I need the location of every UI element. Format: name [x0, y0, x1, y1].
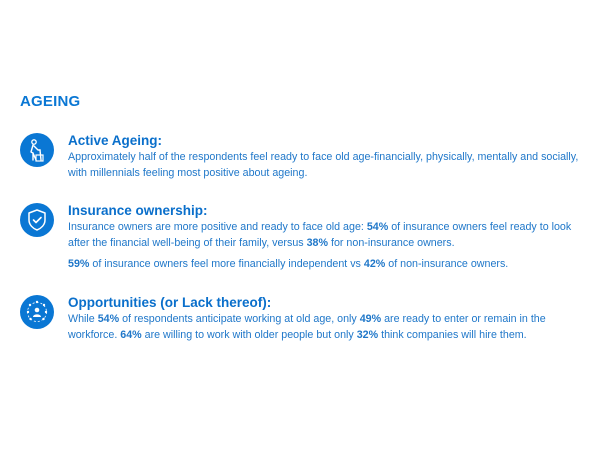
highlight-stat: 54%: [366, 221, 389, 233]
section-paragraphs: [68, 150, 586, 181]
text-run: Approximately half of the respondents feel ready to face old age-financially, physically, mentally and socially, with millennials feeling most positive about ageing.: [68, 151, 579, 179]
elderly-person-icon: [20, 133, 54, 167]
text-run: of insurance owners feel ready to look after the financial well-being of their family, versus: [68, 221, 572, 249]
section-heading: Active Ageing:: [68, 133, 163, 148]
text-run: are willing to work with older people but only: [141, 328, 357, 341]
section-paragraphs: [68, 220, 586, 273]
text-run: think companies will hire them.: [378, 328, 527, 341]
section-paragraph: [68, 150, 586, 181]
text-run: of insurance owners feel more financially independent vs: [89, 258, 364, 270]
section-paragraph: [68, 220, 586, 251]
section-content: [68, 133, 586, 181]
text-run: of respondents anticipate working at old age, only: [119, 313, 360, 325]
highlight-stat: 32%: [356, 328, 379, 341]
text-run: for non-insurance owners.: [328, 236, 455, 249]
section-content: [68, 295, 586, 343]
highlight-stat: 54%: [97, 313, 120, 325]
section-paragraph: [68, 312, 586, 343]
text-run: of non-insurance owners.: [385, 258, 509, 270]
highlight-stat: 38%: [306, 236, 329, 249]
highlight-stat: 42%: [363, 258, 386, 270]
text-run: While: [68, 313, 98, 325]
section-heading: Insurance ownership:: [68, 203, 208, 218]
page-title: AGEING: [20, 93, 81, 110]
highlight-stat: 64%: [120, 328, 142, 341]
section-paragraph: [68, 257, 586, 273]
section-paragraphs: [68, 312, 586, 343]
highlight-stat: 49%: [359, 313, 382, 325]
section-content: [68, 203, 586, 273]
text-run: are ready to enter or remain in the workforce.: [68, 313, 546, 341]
network-people-icon: [20, 295, 54, 329]
section-heading: Opportunities (or Lack thereof):: [68, 295, 272, 310]
shield-check-icon: [20, 203, 54, 237]
text-run: Insurance owners are more positive and ready to face old age:: [68, 221, 367, 233]
highlight-stat: 59%: [68, 258, 90, 270]
